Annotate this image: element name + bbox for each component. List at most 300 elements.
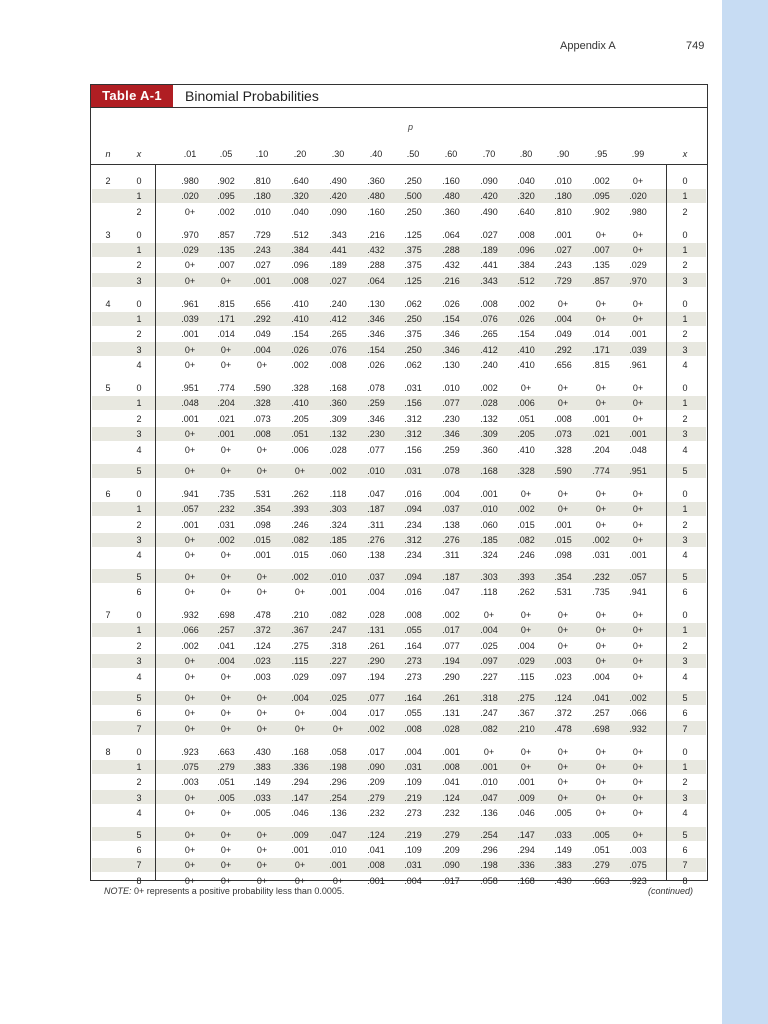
probability-cell: .154 (442, 314, 460, 324)
probability-cell: .002 (592, 176, 610, 186)
probability-cell: 0+ (256, 845, 268, 855)
x-value-right: 0 (682, 383, 688, 393)
probability-cell: .041 (367, 845, 385, 855)
probability-cell: .420 (480, 191, 498, 202)
probability-cell: 0+ (256, 708, 268, 719)
probability-cell: .015 (291, 550, 309, 561)
x-value-right: 3 (682, 656, 688, 667)
probability-cell: .001 (329, 587, 347, 598)
probability-cell: 0+ (520, 610, 532, 620)
probability-cell: .232 (592, 571, 610, 582)
probability-cell: 0+ (184, 550, 196, 561)
probability-cell: .020 (181, 191, 199, 202)
probability-cell: 0+ (332, 875, 344, 886)
probability-cell: .490 (329, 176, 347, 186)
probability-cell: 0+ (220, 860, 232, 871)
probability-cell: .077 (442, 640, 460, 651)
probability-cell: .055 (404, 625, 422, 636)
probability-cell: .009 (291, 829, 309, 840)
probability-cell: .160 (442, 176, 460, 186)
x-value-right: 7 (682, 860, 688, 871)
probability-cell: .130 (442, 360, 460, 371)
probability-cell: .328 (291, 383, 309, 393)
probability-cell: 0+ (557, 762, 569, 772)
probability-cell: .232 (442, 808, 460, 819)
probability-cell: .090 (442, 860, 460, 871)
probability-cell: .109 (404, 777, 422, 788)
x-value: 1 (136, 504, 142, 515)
probability-cell: .219 (404, 829, 422, 840)
probability-cell: .205 (291, 413, 309, 424)
probability-cell: .346 (442, 429, 460, 440)
probability-cell: .008 (329, 360, 347, 371)
probability-cell: .124 (442, 792, 460, 803)
probability-cell: .007 (592, 245, 610, 255)
probability-cell: 0+ (557, 792, 569, 803)
note-label: NOTE: (104, 886, 132, 896)
x-value: 5 (136, 466, 142, 476)
probability-cell: .055 (404, 708, 422, 719)
probability-cell: .124 (554, 693, 572, 703)
probability-cell: .077 (367, 444, 385, 455)
x-value-right: 1 (682, 314, 688, 324)
probability-cell: 0+ (595, 792, 607, 803)
probability-cell: 0+ (220, 808, 232, 819)
probability-cell: .210 (517, 723, 535, 734)
probability-cell: .051 (217, 777, 235, 788)
probability-cell: .185 (329, 535, 347, 545)
probability-cell: .001 (629, 550, 647, 561)
probability-cell: .254 (329, 792, 347, 803)
left-column-rule (155, 164, 156, 880)
probability-cell: 0+ (595, 746, 607, 757)
probability-cell: .017 (442, 625, 460, 636)
probability-cell: .240 (329, 298, 347, 309)
probability-cell: .154 (367, 344, 385, 355)
probability-cell: .154 (291, 329, 309, 340)
probability-cell: .384 (517, 260, 535, 271)
probability-cell: 0+ (220, 275, 232, 286)
x-value: 5 (136, 693, 142, 703)
probability-cell: .932 (629, 723, 647, 734)
probability-cell: .002 (367, 723, 385, 734)
probability-cell: 0+ (632, 746, 644, 757)
x-value-right: 2 (682, 206, 688, 217)
probability-cell: .156 (404, 398, 422, 409)
probability-cell: .004 (291, 693, 309, 703)
probability-cell: 0+ (184, 206, 196, 217)
probability-cell: .037 (367, 571, 385, 582)
probability-cell: .393 (517, 571, 535, 582)
probability-cell: .125 (404, 275, 422, 286)
probability-cell: .002 (517, 504, 535, 515)
probability-cell: 0+ (294, 875, 306, 886)
probability-cell: 0+ (632, 314, 644, 324)
x-value-right: 5 (682, 693, 688, 703)
probability-cell: .125 (404, 229, 422, 240)
probability-cell: .028 (329, 444, 347, 455)
probability-cell: .640 (517, 206, 535, 217)
probability-cell: 0+ (184, 808, 196, 819)
probability-cell: .062 (404, 298, 422, 309)
probability-cell: 0+ (595, 777, 607, 788)
probability-cell: 0+ (294, 466, 306, 476)
x-value-right: 1 (682, 762, 688, 772)
probability-cell: .090 (480, 176, 498, 186)
probability-cell: 0+ (256, 466, 268, 476)
n-value: 7 (105, 610, 111, 620)
probability-cell: .346 (367, 413, 385, 424)
probability-cell: .412 (480, 344, 498, 355)
probability-cell: .001 (181, 519, 199, 530)
probability-cell: 0+ (595, 298, 607, 309)
probability-cell: .294 (291, 777, 309, 788)
x-value-right: 4 (682, 550, 688, 561)
probability-cell: .051 (291, 429, 309, 440)
probability-cell: 0+ (632, 777, 644, 788)
probability-cell: .118 (480, 587, 498, 598)
probability-cell: .031 (404, 466, 422, 476)
probability-cell: .026 (517, 314, 535, 324)
probability-cell: .262 (517, 587, 535, 598)
probability-cell: .262 (291, 488, 309, 499)
p-axis-label: p (408, 122, 414, 132)
continued-label: (continued) (648, 886, 694, 896)
probability-cell: .147 (291, 792, 309, 803)
probability-cell: 0+ (632, 504, 644, 515)
probability-cell: 0+ (220, 587, 232, 598)
probability-cell: .060 (329, 550, 347, 561)
probability-cell: .002 (181, 640, 199, 651)
header-p-30: .30 (331, 149, 345, 159)
probability-cell: .004 (217, 656, 235, 667)
x-value-right: 3 (682, 535, 688, 545)
probability-cell: 0+ (632, 519, 644, 530)
x-value: 4 (136, 808, 142, 819)
probability-cell: .275 (517, 693, 535, 703)
probability-cell: 0+ (184, 275, 196, 286)
probability-cell: .480 (442, 191, 460, 202)
probability-cell: .015 (554, 535, 572, 545)
probability-cell: 0+ (256, 444, 268, 455)
probability-cell: 0+ (184, 693, 196, 703)
table-title: Binomial Probabilities (185, 88, 319, 104)
probability-cell: .015 (517, 519, 535, 530)
probability-cell: .041 (592, 693, 610, 703)
probability-cell: .001 (480, 762, 498, 772)
probability-cell: 0+ (294, 723, 306, 734)
probability-cell: .318 (480, 693, 498, 703)
probability-cell: .001 (367, 875, 385, 886)
x-value: 3 (136, 429, 142, 440)
probability-cell: 0+ (220, 708, 232, 719)
probability-cell: .017 (442, 875, 460, 886)
probability-cell: 0+ (595, 519, 607, 530)
header-p-20: .20 (293, 149, 307, 159)
probability-cell: .360 (480, 444, 498, 455)
probability-cell: .312 (404, 535, 422, 545)
probability-cell: .001 (554, 229, 572, 240)
probability-cell: .412 (329, 314, 347, 324)
n-value: 8 (105, 746, 111, 757)
probability-cell: .735 (592, 587, 610, 598)
probability-cell: 0+ (557, 488, 569, 499)
probability-cell: .180 (253, 191, 271, 202)
probability-cell: 0+ (632, 176, 644, 186)
probability-cell: .243 (554, 260, 572, 271)
probability-cell: .004 (442, 488, 460, 499)
probability-cell: .039 (629, 344, 647, 355)
probability-cell: .247 (480, 708, 498, 719)
probability-cell: .082 (480, 723, 498, 734)
x-value: 3 (136, 792, 142, 803)
probability-cell: .923 (181, 746, 199, 757)
probability-cell: 0+ (632, 535, 644, 545)
n-value: 5 (105, 383, 111, 393)
probability-cell: .168 (517, 875, 535, 886)
header-n: n (105, 149, 111, 159)
probability-cell: .367 (291, 625, 309, 636)
probability-cell: .008 (480, 298, 498, 309)
probability-cell: .216 (367, 229, 385, 240)
header-p-90: .90 (556, 149, 570, 159)
probability-cell: .075 (629, 860, 647, 871)
probability-cell: .001 (629, 329, 647, 340)
probability-cell: .276 (442, 535, 460, 545)
probability-cell: 0+ (632, 413, 644, 424)
probability-cell: .328 (253, 398, 271, 409)
probability-cell: .774 (217, 383, 235, 393)
probability-cell: .010 (480, 504, 498, 515)
probability-cell: 0+ (184, 360, 196, 371)
probability-cell: .008 (442, 762, 460, 772)
probability-cell: .003 (181, 777, 199, 788)
probability-cell: .010 (367, 466, 385, 476)
probability-cell: 0+ (520, 383, 532, 393)
probability-cell: .096 (291, 260, 309, 271)
x-value: 2 (136, 260, 142, 271)
probability-cell: 0+ (256, 571, 268, 582)
probability-cell: .039 (181, 314, 199, 324)
probability-cell: .240 (480, 360, 498, 371)
x-value: 2 (136, 413, 142, 424)
probability-cell: .410 (291, 298, 309, 309)
probability-cell: .004 (367, 587, 385, 598)
probability-cell: .002 (517, 298, 535, 309)
probability-cell: 0+ (632, 488, 644, 499)
probability-cell: .261 (442, 693, 460, 703)
probability-cell: .815 (592, 360, 610, 371)
probability-cell: .060 (480, 519, 498, 530)
probability-cell: 0+ (557, 625, 569, 636)
probability-cell: 0+ (184, 571, 196, 582)
probability-cell: .663 (592, 875, 610, 886)
probability-cell: 0+ (595, 488, 607, 499)
probability-cell: .115 (291, 656, 309, 667)
probability-cell: 0+ (595, 808, 607, 819)
probability-cell: .118 (329, 488, 347, 499)
probability-cell: 0+ (220, 466, 232, 476)
probability-cell: .040 (517, 176, 535, 186)
probability-cell: .001 (629, 429, 647, 440)
probability-cell: .077 (442, 398, 460, 409)
probability-cell: .124 (367, 829, 385, 840)
probability-cell: 0+ (557, 398, 569, 409)
probability-cell: .698 (217, 610, 235, 620)
probability-cell: .138 (367, 550, 385, 561)
x-value-right: 5 (682, 466, 688, 476)
probability-cell: .135 (592, 260, 610, 271)
probability-cell: .004 (253, 344, 271, 355)
probability-cell: .227 (329, 656, 347, 667)
probability-cell: 0+ (632, 229, 644, 240)
probability-cell: .062 (404, 360, 422, 371)
x-value: 1 (136, 398, 142, 409)
probability-cell: .001 (253, 550, 271, 561)
probability-cell: .010 (329, 571, 347, 582)
probability-cell: .384 (291, 245, 309, 255)
probability-cell: .010 (554, 176, 572, 186)
probability-cell: .309 (329, 413, 347, 424)
right-column-rule (666, 164, 667, 880)
probability-cell: .590 (253, 383, 271, 393)
probability-cell: .367 (517, 708, 535, 719)
probability-cell: .164 (404, 693, 422, 703)
probability-cell: .076 (480, 314, 498, 324)
header-p-60: .60 (444, 149, 458, 159)
probability-cell: 0+ (184, 466, 196, 476)
probability-cell: .010 (442, 383, 460, 393)
probability-cell: .246 (291, 519, 309, 530)
probability-cell: .082 (329, 610, 347, 620)
probability-cell: .131 (442, 708, 460, 719)
probability-cell: .066 (629, 708, 647, 719)
x-value-right: 6 (682, 587, 688, 598)
probability-cell: .047 (442, 587, 460, 598)
probability-cell: .970 (181, 229, 199, 240)
probability-cell: .025 (329, 693, 347, 703)
x-value-right: 6 (682, 845, 688, 855)
probability-cell: .961 (181, 298, 199, 309)
probability-cell: .970 (629, 275, 647, 286)
probability-cell: .010 (329, 845, 347, 855)
probability-cell: .004 (480, 625, 498, 636)
probability-cell: .303 (480, 571, 498, 582)
x-value: 1 (136, 625, 142, 636)
probability-cell: .490 (480, 206, 498, 217)
probability-cell: .094 (404, 571, 422, 582)
probability-cell: .006 (517, 398, 535, 409)
x-value: 0 (136, 176, 142, 186)
probability-cell: .932 (181, 610, 199, 620)
probability-cell: .941 (629, 587, 647, 598)
probability-cell: .010 (480, 777, 498, 788)
x-value: 3 (136, 656, 142, 667)
probability-cell: .047 (480, 792, 498, 803)
probability-cell: .324 (329, 519, 347, 530)
x-value: 1 (136, 245, 142, 255)
probability-cell: .383 (253, 762, 271, 772)
probability-cell: .328 (554, 444, 572, 455)
probability-cell: 0+ (220, 360, 232, 371)
probability-cell: .130 (367, 298, 385, 309)
probability-cell: 0+ (184, 444, 196, 455)
probability-cell: .180 (554, 191, 572, 202)
probability-cell: .296 (480, 845, 498, 855)
probability-cell: .276 (367, 535, 385, 545)
x-value-right: 0 (682, 298, 688, 309)
probability-cell: .004 (554, 314, 572, 324)
probability-cell: .149 (253, 777, 271, 788)
probability-cell: .027 (329, 275, 347, 286)
probability-cell: .147 (517, 829, 535, 840)
probability-cell: .028 (442, 723, 460, 734)
probability-cell: .041 (442, 777, 460, 788)
n-value: 6 (105, 488, 111, 499)
probability-cell: .375 (404, 329, 422, 340)
x-value-right: 8 (682, 875, 688, 886)
probability-cell: .230 (367, 429, 385, 440)
probability-cell: 0+ (483, 746, 495, 757)
probability-cell: .008 (554, 413, 572, 424)
probability-cell: .016 (404, 587, 422, 598)
probability-cell: 0+ (184, 671, 196, 682)
probability-cell: 0+ (557, 383, 569, 393)
probability-cell: .320 (291, 191, 309, 202)
probability-cell: 0+ (220, 845, 232, 855)
probability-cell: .309 (480, 429, 498, 440)
probability-cell: .029 (629, 260, 647, 271)
probability-cell: .234 (404, 519, 422, 530)
x-value: 5 (136, 571, 142, 582)
probability-cell: .171 (592, 344, 610, 355)
probability-cell: .007 (217, 260, 235, 271)
x-value-right: 5 (682, 571, 688, 582)
probability-cell: .031 (404, 860, 422, 871)
probability-cell: .774 (592, 466, 610, 476)
probability-cell: .336 (291, 762, 309, 772)
probability-cell: 0+ (294, 860, 306, 871)
probability-cell: .017 (367, 746, 385, 757)
probability-cell: 0+ (632, 245, 644, 255)
probability-cell: 0+ (632, 625, 644, 636)
probability-cell: .923 (629, 875, 647, 886)
probability-cell: 0+ (632, 762, 644, 772)
probability-cell: .082 (291, 535, 309, 545)
probability-cell: .025 (480, 640, 498, 651)
probability-cell: .031 (217, 519, 235, 530)
probability-cell: .005 (592, 829, 610, 840)
side-strip (722, 0, 768, 1024)
x-value-right: 4 (682, 444, 688, 455)
probability-cell: .250 (404, 314, 422, 324)
probability-cell: .171 (217, 314, 235, 324)
x-value: 0 (136, 488, 142, 499)
x-value-right: 3 (682, 275, 688, 286)
probability-cell: 0+ (632, 656, 644, 667)
probability-cell: .265 (329, 329, 347, 340)
probability-cell: 0+ (520, 625, 532, 636)
probability-cell: .360 (329, 398, 347, 409)
probability-cell: .279 (217, 762, 235, 772)
probability-cell: .015 (253, 535, 271, 545)
probability-cell: .164 (404, 640, 422, 651)
probability-cell: .275 (291, 640, 309, 651)
probability-cell: .002 (291, 571, 309, 582)
x-value: 4 (136, 550, 142, 561)
probability-cell: .343 (329, 229, 347, 240)
probability-cell: .029 (517, 656, 535, 667)
